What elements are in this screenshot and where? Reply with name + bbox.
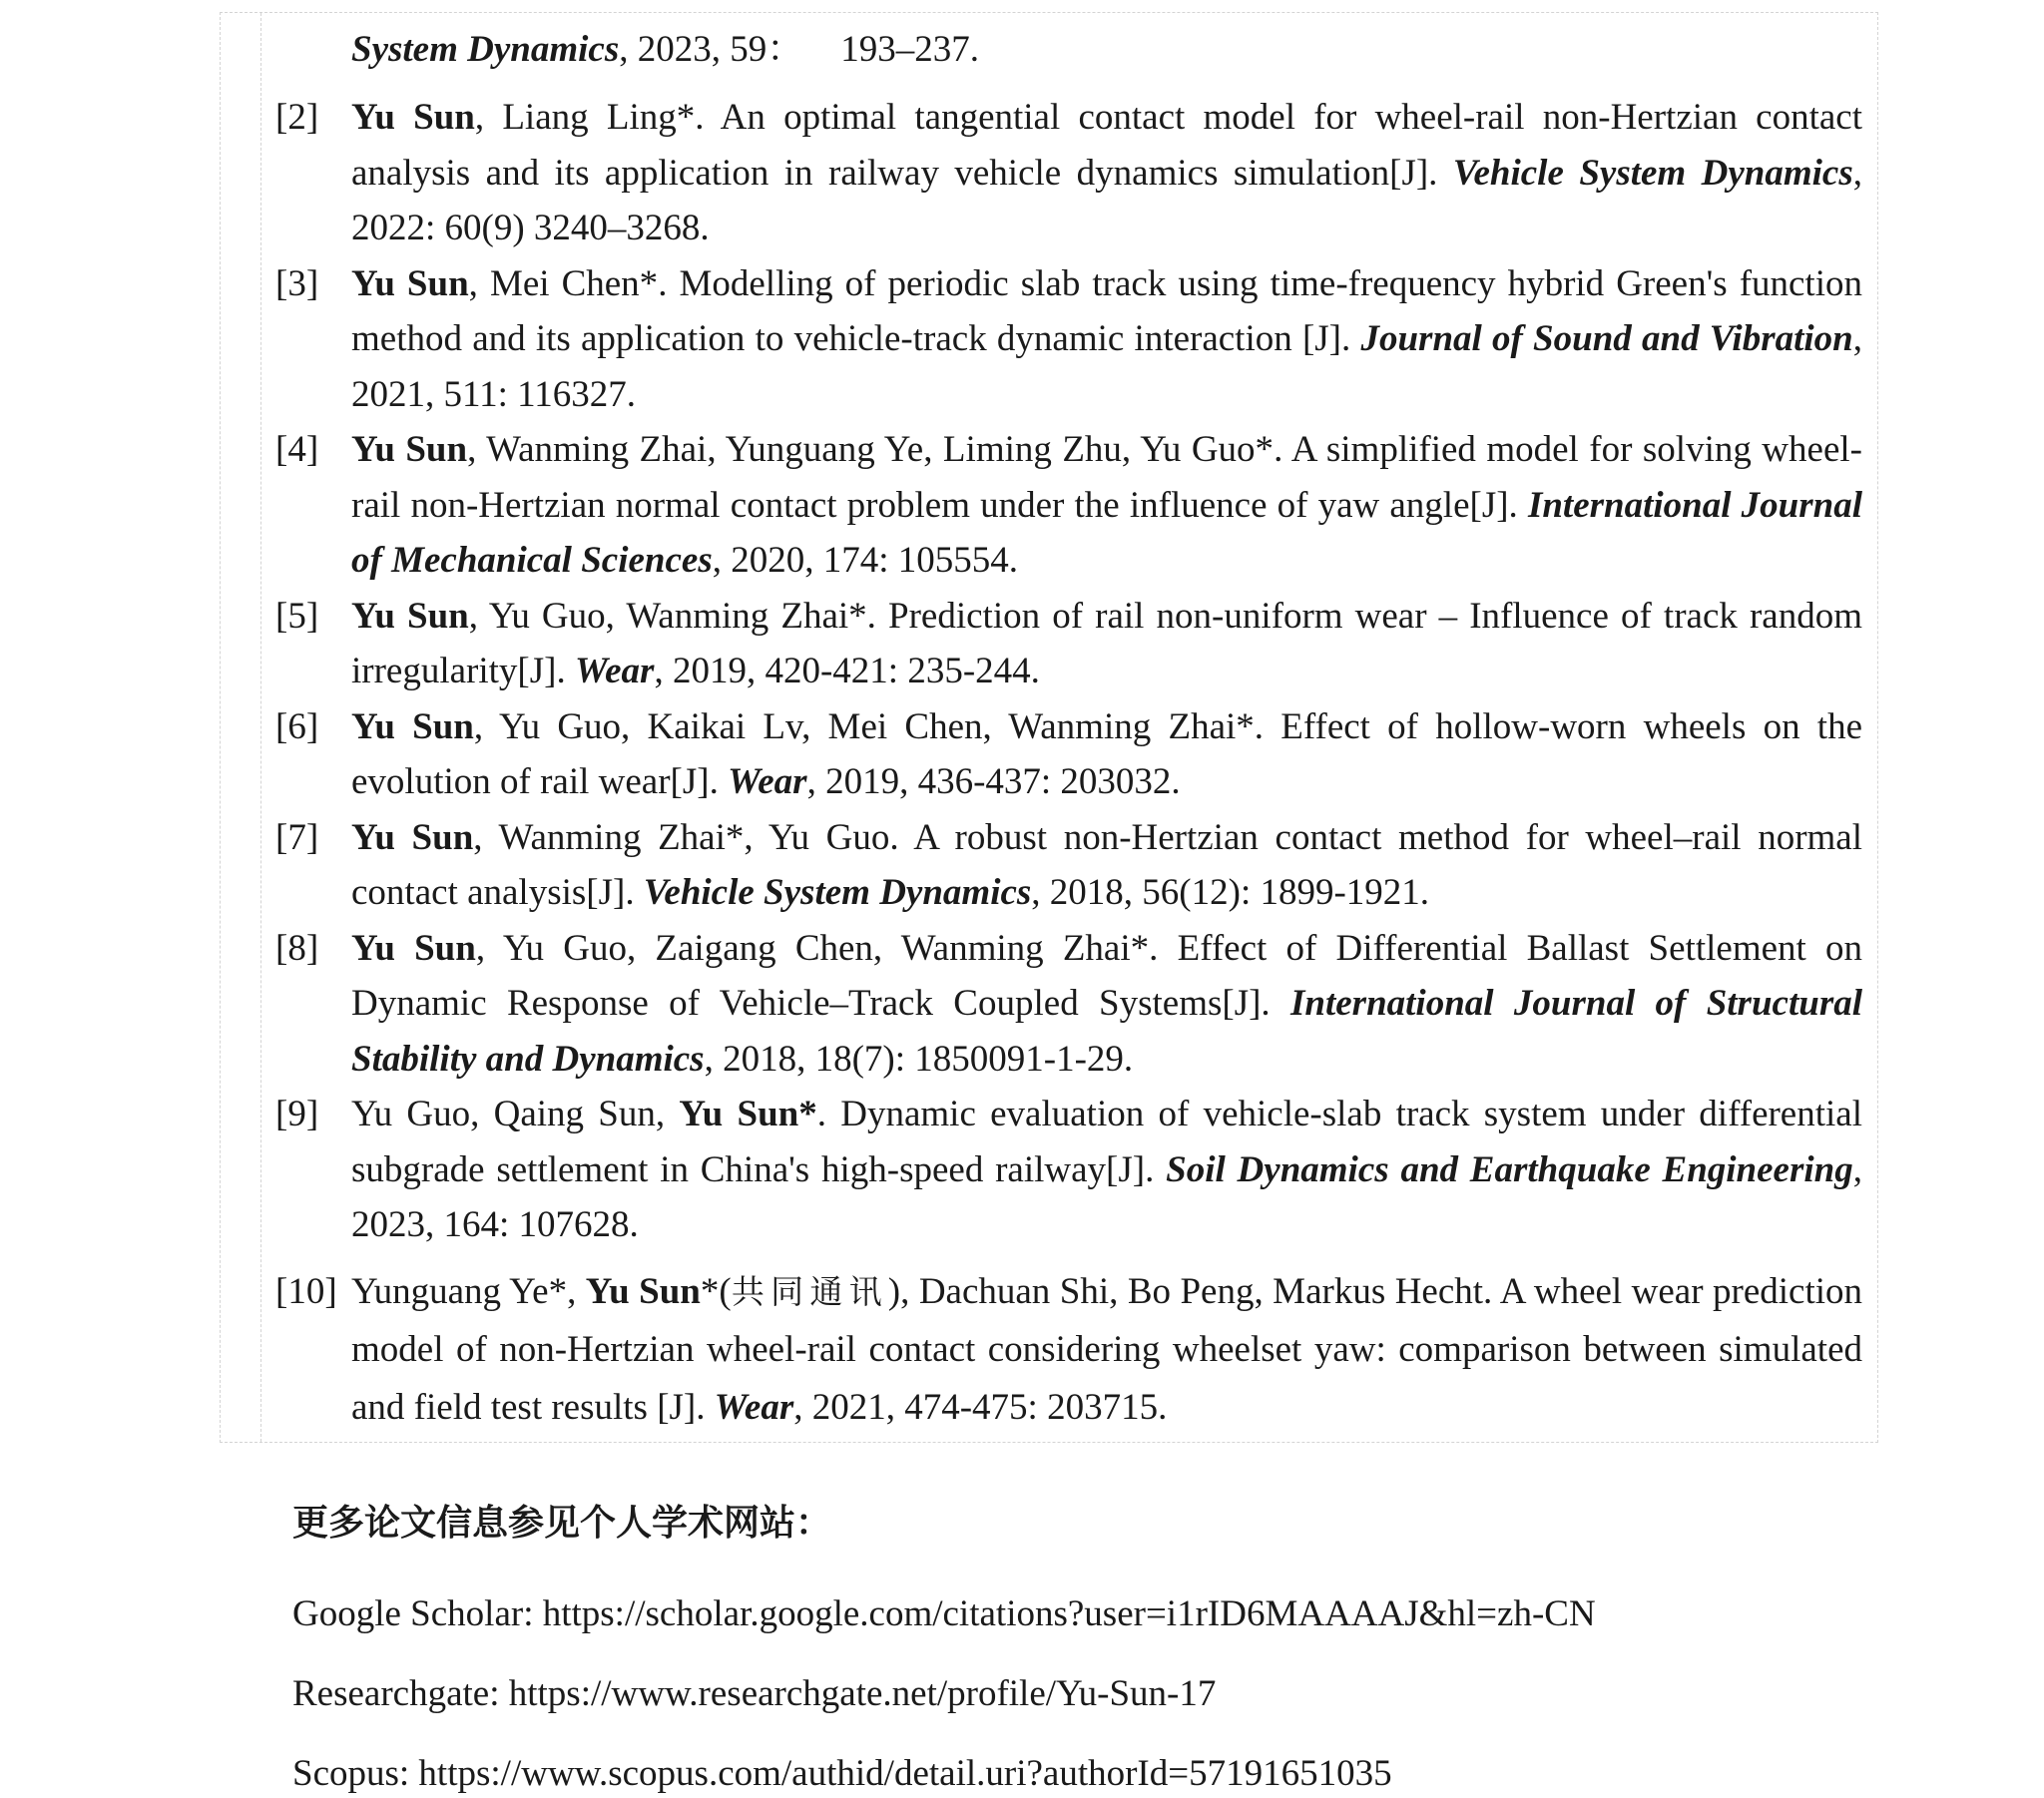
- author-highlight: Yu Sun: [351, 927, 476, 969]
- frame-divider: [260, 13, 261, 1442]
- reference-title: . An optimal tangential contact model for wheel-rail non-Hertzian contact analysis and its application in railway vehicle dynamics simulation[J].: [351, 97, 1862, 194]
- researchgate-link[interactable]: Researchgate: https://www.researchgate.net/profile/Yu-Sun-17: [292, 1673, 1217, 1714]
- author-highlight: Yu Sun: [351, 262, 469, 304]
- reference-body: Yu Sun, Wanming Zhai*, Yu Guo. A robust non-Hertzian contact method for wheel–rail normal contact analysis[J]. Vehicle System Dynamics, 2018, 56(12): 1899-1921.: [351, 816, 1862, 913]
- reference-body: Yu Sun, Wanming Zhai, Yunguang Ye, Liming Zhu, Yu Guo*. A simplified model for solving wheel-rail non-Hertzian normal contact problem under the influence of yaw angle[J]. International Journal of Mechanical Sciences, 2020, 174: 105554.: [351, 429, 1862, 581]
- journal-name: International Journal of Structural Stability and Dynamics: [351, 983, 1862, 1080]
- reference-number: [3]: [275, 262, 319, 304]
- reference-body: Yu Sun, Yu Guo, Zaigang Chen, Wanming Zhai*. Effect of Differential Ballast Settlement on Dynamic Response of Vehicle–Track Coupled Systems[J]. International Journal of Structural Stability and Dynamics, 2018, 18(7): 1850091-1-29.: [351, 927, 1862, 1080]
- google-scholar-link[interactable]: Google Scholar: https://scholar.google.com/citations?user=i1rID6MAAAAJ&hl=zh-CN: [292, 1593, 1596, 1634]
- reference-item: [275, 422, 1862, 589]
- reference-item: [275, 810, 1862, 921]
- reference-title: . A robust non-Hertzian contact method for wheel–rail normal contact analysis[J].: [351, 816, 1862, 913]
- reference-title: . Dynamic evaluation of vehicle-slab track system under differential subgrade settlement in China's high-speed railway[J].: [351, 1094, 1862, 1190]
- reference-body: Yu Guo, Qaing Sun, Yu Sun*. Dynamic evaluation of vehicle-slab track system under differential subgrade settlement in China's high-speed railway[J]. Soil Dynamics and Earthquake Engineering, 2023, 164: 107628.: [351, 1094, 1862, 1245]
- journal-name: Wear: [574, 651, 655, 691]
- reference-tail: , 2023, 59： 193–237.: [619, 29, 979, 70]
- journal-name: Vehicle System Dynamics: [1452, 152, 1853, 194]
- author-highlight: Yu Sun: [351, 816, 474, 858]
- reference-item: [275, 22, 1862, 82]
- reference-title: . Effect of Differential Ballast Settlement on Dynamic Response of Vehicle–Track Coupled Systems[J].: [351, 927, 1862, 1024]
- reference-title: . Prediction of rail non-uniform wear – Influence of track random irregularity[J].: [351, 595, 1862, 691]
- reference-title: . A wheel wear prediction model of non-Hertzian wheel-rail contact considering wheelset yaw: comparison between simulated and field test results [J].: [351, 1270, 1863, 1428]
- more-info-heading: 更多论文信息参见个人学术网站：: [292, 1503, 832, 1544]
- reference-title: . Modelling of periodic slab track using time-frequency hybrid Green's function method and its application to vehicle-track dynamic interaction [J].: [351, 262, 1862, 359]
- reference-title: . A simplified model for solving wheel-rail non-Hertzian normal contact problem under the influence of yaw angle[J].: [351, 429, 1862, 526]
- reference-number: [4]: [275, 429, 319, 470]
- reference-item: [275, 90, 1862, 256]
- reference-number: [275, 22, 351, 82]
- journal-name: Wear: [728, 761, 807, 802]
- journal-name: International Journal of Mechanical Sciences: [351, 484, 1862, 581]
- reference-number: [10]: [275, 1270, 337, 1312]
- reference-list: [275, 22, 1862, 1437]
- reference-item: [275, 256, 1862, 423]
- reference-tail: , 2021, 474-475: 203715.: [793, 1386, 1168, 1428]
- reference-number: [6]: [275, 705, 319, 747]
- author-highlight: Yu Sun: [585, 1270, 701, 1312]
- reference-item: [275, 1263, 1862, 1437]
- reference-number: [9]: [275, 1094, 319, 1134]
- reference-body: Yu Sun, Yu Guo, Wanming Zhai*. Prediction of rail non-uniform wear – Influence of track random irregularity[J]. Wear, 2019, 420-421: 235-244.: [351, 595, 1862, 691]
- reference-item: [275, 589, 1862, 699]
- journal-name: Soil Dynamics and Earthquake Engineering: [1166, 1148, 1853, 1190]
- reference-number: [8]: [275, 927, 319, 969]
- reference-tail: , 2022: 60(9) 3240–3268.: [351, 152, 1863, 248]
- journal-name: System Dynamics: [351, 29, 620, 70]
- reference-body: Yu Sun, Mei Chen*. Modelling of periodic slab track using time-frequency hybrid Green's function method and its application to vehicle-track dynamic interaction [J]. Journal of Sound and Vibration, 2021, 511: 116327.: [351, 262, 1862, 415]
- author-highlight: Yu Sun: [351, 97, 475, 138]
- reference-item: [275, 699, 1862, 810]
- reference-tail: , 2019, 420-421: 235-244.: [654, 651, 1040, 691]
- reference-number: [7]: [275, 816, 319, 858]
- reference-tail: , 2020, 174: 105554.: [712, 540, 1019, 581]
- reference-number: [2]: [275, 97, 319, 138]
- reference-item: [275, 1087, 1862, 1253]
- journal-name: Vehicle System Dynamics: [643, 872, 1032, 913]
- reference-tail: , 2019, 436-437: 203032.: [806, 761, 1181, 802]
- reference-body: Yunguang Ye*, Yu Sun*(共同通讯), Dachuan Shi, Bo Peng, Markus Hecht. A wheel wear prediction model of non-Hertzian wheel-rail contact considering wheelset yaw: comparison between simulated and field test results [J]. Wear, 2021, 474-475: 203715.: [351, 1270, 1863, 1428]
- reference-tail: , 2021, 511: 116327.: [351, 318, 1862, 415]
- reference-title: . Effect of hollow-worn wheels on the evolution of rail wear[J].: [351, 705, 1863, 802]
- reference-number: [5]: [275, 595, 319, 637]
- co-corresponding-note: 共同通讯: [731, 1271, 888, 1311]
- journal-name: Wear: [714, 1386, 794, 1428]
- scopus-link[interactable]: Scopus: https://www.scopus.com/authid/detail.uri?authorId=57191651035: [292, 1753, 1392, 1794]
- author-highlight: Yu Sun: [351, 429, 468, 470]
- reference-item: [275, 921, 1862, 1088]
- author-highlight: Yu Sun: [351, 595, 469, 637]
- author-highlight: Yu Sun*: [679, 1094, 817, 1134]
- reference-body: Yu Sun, Yu Guo, Kaikai Lv, Mei Chen, Wanming Zhai*. Effect of hollow-worn wheels on the evolution of rail wear[J]. Wear, 2019, 436-437: 203032.: [351, 705, 1863, 802]
- author-highlight: Yu Sun: [351, 705, 474, 747]
- journal-name: Journal of Sound and Vibration: [1360, 318, 1853, 359]
- reference-body: Yu Sun, Liang Ling*. An optimal tangential contact model for wheel-rail non-Hertzian contact analysis and its application in railway vehicle dynamics simulation[J]. Vehicle System Dynamics, 2022: 60(9) 3240–3268.: [351, 97, 1863, 248]
- reference-body: [351, 22, 1862, 82]
- reference-tail: , 2023, 164: 107628.: [351, 1148, 1862, 1245]
- reference-tail: , 2018, 18(7): 1850091-1-29.: [704, 1038, 1134, 1080]
- reference-tail: , 2018, 56(12): 1899-1921.: [1031, 872, 1430, 913]
